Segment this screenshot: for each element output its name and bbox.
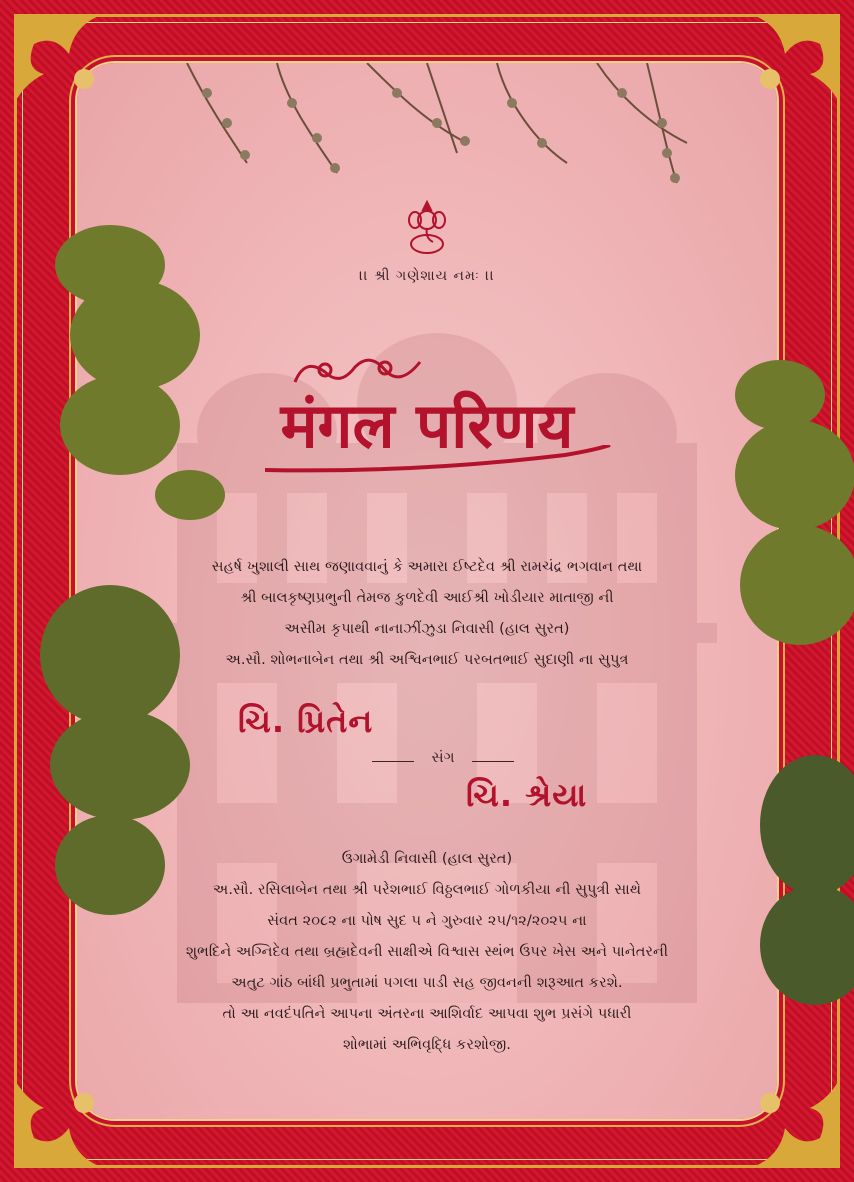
bride-details-line: શોભામાં અભિવૃદ્ધિ કરશોજી. <box>343 1037 511 1053</box>
connector-text: સંગ <box>431 748 455 766</box>
title: मंगल परिणय <box>280 389 574 462</box>
bride-details-line: તો આ નવદંપતિને આપના અંતરના આશિર્વાદ આપવા શુભ પ્રસંગે પધારી <box>222 1006 632 1022</box>
title-swash <box>265 445 615 475</box>
groom-intro <box>0 552 854 676</box>
groom-intro-line: અસીમ કૃપાથી નાનાઝીંઝુડા નિવાસી (હાલ સુરત) <box>284 621 570 637</box>
bride-details-line: અતુટ ગાંઠ બાંધી પ્રભુતામાં પગલા પાડી સહ જીવનની શરૂઆત કરશે. <box>231 975 623 991</box>
corner-ornament-icon <box>14 1058 124 1168</box>
hanging-branches <box>167 63 727 193</box>
bride-details-line: અ.સૌ. રસિલાબેન તથા શ્રી પરેશભાઈ વિઠ્ઠલભાઈ ગોળકીયા ની સુપુત્રી સાથે <box>212 882 642 898</box>
corner-ornament-icon <box>730 14 840 124</box>
bride-details-line: ઉગામેડી નિવાસી (હાલ સુરત) <box>341 851 513 867</box>
ganesh-icon <box>403 198 451 256</box>
bride-details-line: સંવત ૨૦૮૨ ના પોષ સુદ ૫ ને ગુરુવાર ૨૫/૧૨/૨૦૨૫ ના <box>267 913 587 929</box>
groom-name: ચિ. પ્રિતેન <box>238 702 374 740</box>
bride-name: ચિ. શ્રેયા <box>466 776 588 814</box>
bride-details <box>0 844 854 1061</box>
corner-ornament-icon <box>14 14 124 124</box>
groom-intro-line: અ.સૌ. શોભનાબેન તથા શ્રી અશ્વિનભાઈ પરબતભાઈ સુદાણી ના સુપુત્ર <box>225 652 629 668</box>
groom-intro-line: સહર્ષ ખુશાલી સાથ જણાવવાનું કે અમારા ઈષ્ટદેવ શ્રી રામચંદ્ર ભગવાન તથા <box>211 559 643 575</box>
bride-details-line: શુભદિને અગ્નિદેવ તથા બ્રહ્મદેવની સાક્ષીએ વિશ્વાસ સ્થંભ ઉપર ખેસ અને પાનેતરની <box>185 944 669 960</box>
connector-line-right <box>472 761 514 762</box>
groom-intro-line: શ્રી બાલકૃષ્ણપ્રભુની તેમજ કુળદેવી આઈશ્રી ખોડીયાર માતાજી ની <box>240 590 614 606</box>
invocation-text: ।। શ્રી ગણેશાય નમઃ ।। <box>359 268 495 284</box>
corner-ornament-icon <box>730 1058 840 1168</box>
